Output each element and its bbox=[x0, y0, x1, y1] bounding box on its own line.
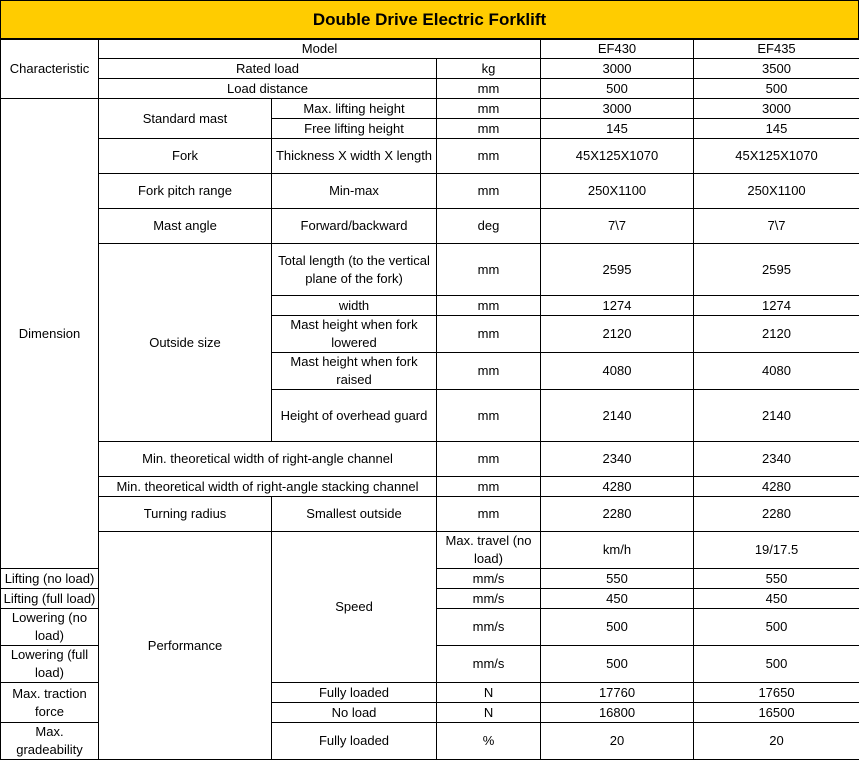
value-ef430: 45X125X1070 bbox=[541, 139, 694, 174]
model-ef435: EF435 bbox=[694, 39, 859, 59]
value-ef435: 2340 bbox=[694, 442, 859, 477]
unit-cell: N bbox=[437, 703, 541, 723]
model-ef430: EF430 bbox=[541, 39, 694, 59]
row-label: Fork bbox=[99, 139, 272, 174]
table-row bbox=[1, 139, 859, 174]
param-cell: Mast height when fork raised bbox=[272, 353, 437, 390]
unit-cell: mm bbox=[437, 174, 541, 209]
group-traction-force: Max. traction force bbox=[1, 683, 99, 723]
row-label: Max. gradeability bbox=[1, 723, 99, 760]
value-ef430: 145 bbox=[541, 119, 694, 139]
value-ef435: 16500 bbox=[694, 703, 859, 723]
value-ef435: 20 bbox=[694, 723, 859, 760]
value-ef430: 20 bbox=[541, 723, 694, 760]
table-row bbox=[1, 79, 859, 99]
table-row bbox=[1, 442, 859, 477]
row-label: Min. theoretical width of right-angle channel bbox=[99, 442, 437, 477]
table-row bbox=[1, 477, 859, 497]
unit-cell: mm bbox=[437, 442, 541, 477]
value-ef435: 3500 bbox=[694, 59, 859, 79]
table-row bbox=[1, 99, 859, 119]
param-cell: Forward/backward bbox=[272, 209, 437, 244]
value-ef430: 2595 bbox=[541, 244, 694, 296]
value-ef430: 3000 bbox=[541, 99, 694, 119]
param-cell: Lifting (no load) bbox=[1, 569, 99, 589]
unit-cell: mm bbox=[437, 139, 541, 174]
unit-cell: mm bbox=[437, 497, 541, 532]
value-ef430: 4280 bbox=[541, 477, 694, 497]
param-cell: Fully loaded bbox=[272, 723, 437, 760]
param-cell: Fully loaded bbox=[272, 683, 437, 703]
value-ef430: 250X1100 bbox=[541, 174, 694, 209]
unit-cell: mm bbox=[437, 79, 541, 99]
value-ef435: 7\7 bbox=[694, 209, 859, 244]
unit-cell: N bbox=[437, 683, 541, 703]
value-ef435: 17650 bbox=[694, 683, 859, 703]
section-dimension: Dimension bbox=[1, 99, 99, 569]
param-cell: Thickness X width X length bbox=[272, 139, 437, 174]
param-cell: Total length (to the vertical plane of the fork) bbox=[272, 244, 437, 296]
row-label: Mast angle bbox=[99, 209, 272, 244]
unit-cell: mm bbox=[437, 296, 541, 316]
unit-cell: mm/s bbox=[437, 569, 541, 589]
param-cell: Height of overhead guard bbox=[272, 390, 437, 442]
page-title: Double Drive Electric Forklift bbox=[0, 0, 859, 40]
unit-cell: mm bbox=[437, 99, 541, 119]
unit-cell: mm bbox=[437, 390, 541, 442]
section-characteristic: Characteristic bbox=[1, 39, 99, 99]
table-row bbox=[1, 174, 859, 209]
unit-cell: mm bbox=[437, 316, 541, 353]
group-standard-mast: Standard mast bbox=[99, 99, 272, 139]
value-ef430: 4080 bbox=[541, 353, 694, 390]
row-label: Rated load bbox=[99, 59, 437, 79]
value-ef435: 4280 bbox=[694, 477, 859, 497]
param-cell: Free lifting height bbox=[272, 119, 437, 139]
param-cell: Lifting (full load) bbox=[1, 589, 99, 609]
unit-cell: mm bbox=[437, 244, 541, 296]
value-ef435: 500 bbox=[694, 79, 859, 99]
unit-cell: % bbox=[437, 723, 541, 760]
unit-cell: mm bbox=[437, 353, 541, 390]
value-ef435: 4080 bbox=[694, 353, 859, 390]
value-ef435: 2120 bbox=[694, 316, 859, 353]
table-row bbox=[1, 209, 859, 244]
row-label: Min. theoretical width of right-angle stacking channel bbox=[99, 477, 437, 497]
section-performance: Performance bbox=[99, 532, 272, 760]
value-ef430: 2340 bbox=[541, 442, 694, 477]
param-cell: Lowering (no load) bbox=[1, 609, 99, 646]
value-ef430: 2140 bbox=[541, 390, 694, 442]
unit-cell: mm bbox=[437, 477, 541, 497]
group-outside-size: Outside size bbox=[99, 244, 272, 442]
table-row bbox=[1, 532, 859, 569]
unit-cell: mm bbox=[437, 119, 541, 139]
value-ef435: 500 bbox=[694, 609, 859, 646]
value-ef430: 500 bbox=[541, 646, 694, 683]
model-label: Model bbox=[99, 39, 541, 59]
table-row bbox=[1, 39, 859, 59]
unit-cell: deg bbox=[437, 209, 541, 244]
value-ef430: 1274 bbox=[541, 296, 694, 316]
value-ef430: 3000 bbox=[541, 59, 694, 79]
param-cell: width bbox=[272, 296, 437, 316]
value-ef430: 7\7 bbox=[541, 209, 694, 244]
param-cell: Mast height when fork lowered bbox=[272, 316, 437, 353]
param-cell: Max. travel (no load) bbox=[437, 532, 541, 569]
unit-cell: km/h bbox=[541, 532, 694, 569]
param-cell: No load bbox=[272, 703, 437, 723]
value-ef435: 145 bbox=[694, 119, 859, 139]
row-label: Turning radius bbox=[99, 497, 272, 532]
value-ef435: 2595 bbox=[694, 244, 859, 296]
row-label: Fork pitch range bbox=[99, 174, 272, 209]
group-speed: Speed bbox=[272, 532, 437, 683]
value-ef435: 500 bbox=[694, 646, 859, 683]
value-ef430: 19/17.5 bbox=[694, 532, 859, 569]
value-ef430: 500 bbox=[541, 609, 694, 646]
value-ef430: 550 bbox=[541, 569, 694, 589]
value-ef430: 2120 bbox=[541, 316, 694, 353]
value-ef435: 550 bbox=[694, 569, 859, 589]
value-ef435: 45X125X1070 bbox=[694, 139, 859, 174]
table-row bbox=[1, 497, 859, 532]
value-ef435: 1274 bbox=[694, 296, 859, 316]
value-ef435: 250X1100 bbox=[694, 174, 859, 209]
param-cell: Max. lifting height bbox=[272, 99, 437, 119]
unit-cell: kg bbox=[437, 59, 541, 79]
unit-cell: mm/s bbox=[437, 646, 541, 683]
value-ef435: 2280 bbox=[694, 497, 859, 532]
table-row bbox=[1, 244, 859, 296]
value-ef430: 17760 bbox=[541, 683, 694, 703]
param-cell: Smallest outside bbox=[272, 497, 437, 532]
unit-cell: mm/s bbox=[437, 609, 541, 646]
value-ef435: 450 bbox=[694, 589, 859, 609]
table-row bbox=[1, 59, 859, 79]
value-ef435: 3000 bbox=[694, 99, 859, 119]
value-ef435: 2140 bbox=[694, 390, 859, 442]
unit-cell: mm/s bbox=[437, 589, 541, 609]
value-ef430: 2280 bbox=[541, 497, 694, 532]
spec-table bbox=[0, 38, 859, 760]
row-label: Load distance bbox=[99, 79, 437, 99]
value-ef430: 500 bbox=[541, 79, 694, 99]
param-cell: Min-max bbox=[272, 174, 437, 209]
param-cell: Lowering (full load) bbox=[1, 646, 99, 683]
value-ef430: 450 bbox=[541, 589, 694, 609]
value-ef430: 16800 bbox=[541, 703, 694, 723]
